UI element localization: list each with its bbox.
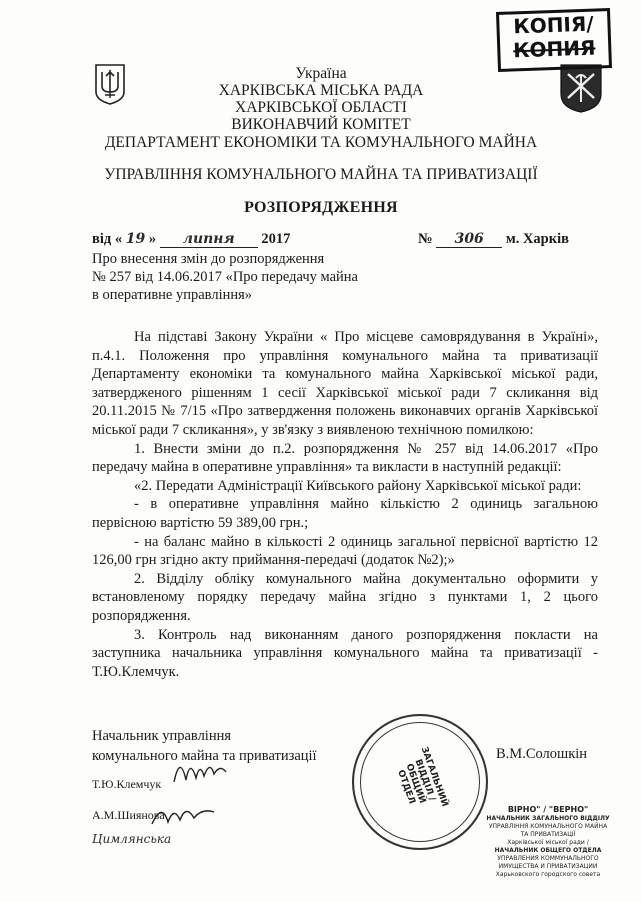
number-line [418,231,569,248]
approver2: А.М.Шиянова [92,808,165,822]
verno-line3: УПРАВЛІННЯ КОМУНАЛЬНОГО МАЙНА ТА ПРИВАТИЗАЦІЇ [488,823,608,838]
body-item2: 2. Відділу обліку комунального майна документально оформити у встановленому порядку передачу майна згідно з пунктами 1, 2 цього розпорядження. [92,570,598,624]
body-item1-a: - в оперативне управління майно кількістю 2 одиниць загальною первісною вартістю 59 389,00 грн.; [92,496,598,531]
date-mid: » [148,231,157,247]
body-item1-quote: «2. Передати Адміністрації Київського району Харківської міської ради: [134,477,582,494]
verno-line1: ВІРНО" / "ВЕРНО" [507,805,589,814]
signature-position-line2: комунального майна та приватизації [92,748,317,764]
document-number: 306 [436,231,502,248]
approver1: Т.Ю.Клемчук [92,777,162,791]
body-intro: На підставі Закону України « Про місцеве самоврядування в Україні», п.4.1. Положення про управління комунального майна та приватизації Департаменту економіки та комунального майна Харківської міської ради, затвердженого рішенням 1 сесії Харківської міської ради 7 скликання від 20.11.2015 № 7/15 «Про затвердження положень виконавчих органів Харківської міської ради 7 скликання», у зв'язку з виявленою технічною помилкою: [92,329,598,438]
header-country: Україна [295,65,347,82]
verno-stamp [484,805,612,879]
copy-stamp-line2: КОПИЯ [512,35,596,63]
subject-line1: Про внесення змін до розпорядження [92,251,325,267]
verno-line5: НАЧАЛЬНИК ОБЩЕГО ОТДЕЛА [494,847,602,854]
verno-line7: Харьковского городского совета [495,871,601,878]
document-subject [92,250,358,304]
signature-position-line1: Начальник управління [92,728,232,744]
copy-stamp [496,8,612,72]
approval-signature-icon [148,798,218,834]
document-body [92,328,598,681]
handwritten-signature-icon [170,752,230,792]
header-council: ХАРКІВСЬКА МІСЬКА РАДА [218,82,424,99]
document-title: РОЗПОРЯДЖЕННЯ [244,199,398,216]
verno-line4: Харківської міської ради / [507,839,589,846]
date-year: 2017 [261,231,291,247]
round-stamp [352,714,488,850]
header-department: ДЕПАРТАМЕНТ ЕКОНОМІКИ ТА КОМУНАЛЬНОГО МАЙНА [104,134,538,151]
verno-line2: НАЧАЛЬНИК ЗАГАЛЬНОГО ВІДДІЛУ [486,815,610,822]
number-prefix: № [418,231,433,247]
header-committee: ВИКОНАВЧИЙ КОМІТЕТ [231,116,411,133]
header-region: ХАРКІВСЬКОЇ ОБЛАСТІ [235,99,407,116]
subject-line2: № 257 від 14.06.2017 «Про передачу майна [92,269,358,285]
date-day: 19 [125,231,146,247]
verno-line6: УПРАВЛЕНИЯ КОММУНАЛЬНОГО ИМУЩЕСТВА И ПРИВАТИЗАЦИИ [497,855,599,870]
date-line [92,231,290,248]
body-item1-b: - на баланс майно в кількості 2 одиниць загальної первісної вартістю 12 126,00 грн згідно акту приймання-передачі (додаток №2);» [92,533,598,569]
executor: Цимлянська [92,832,172,846]
date-prefix: від « [92,231,123,247]
date-month: липня [160,231,258,248]
round-stamp-text: ЗАГАЛЬНИЙ ВІДДІЛ / ОБЩИЙ ОТДЕЛ [395,745,450,809]
document-city: м. Харків [505,231,569,247]
copy-stamp-line1: КОПІЯ/ [512,11,594,39]
signature-name: В.М.Солошкін [496,746,588,762]
body-item3: 3. Контроль над виконанням даного розпорядження покласти на заступника начальника управління комунального майна та приватизації - Т.Ю.Клемчук. [92,626,598,680]
subject-line3: в оперативне управління» [92,287,253,303]
body-item1: 1. Внести зміни до п.2. розпорядження № 257 від 14.06.2017 «Про передачу майна в оперативне управління» та викласти в наступній редакції: [92,440,598,476]
header-division: УПРАВЛІННЯ КОМУНАЛЬНОГО МАЙНА ТА ПРИВАТИЗАЦІЇ [104,166,538,183]
